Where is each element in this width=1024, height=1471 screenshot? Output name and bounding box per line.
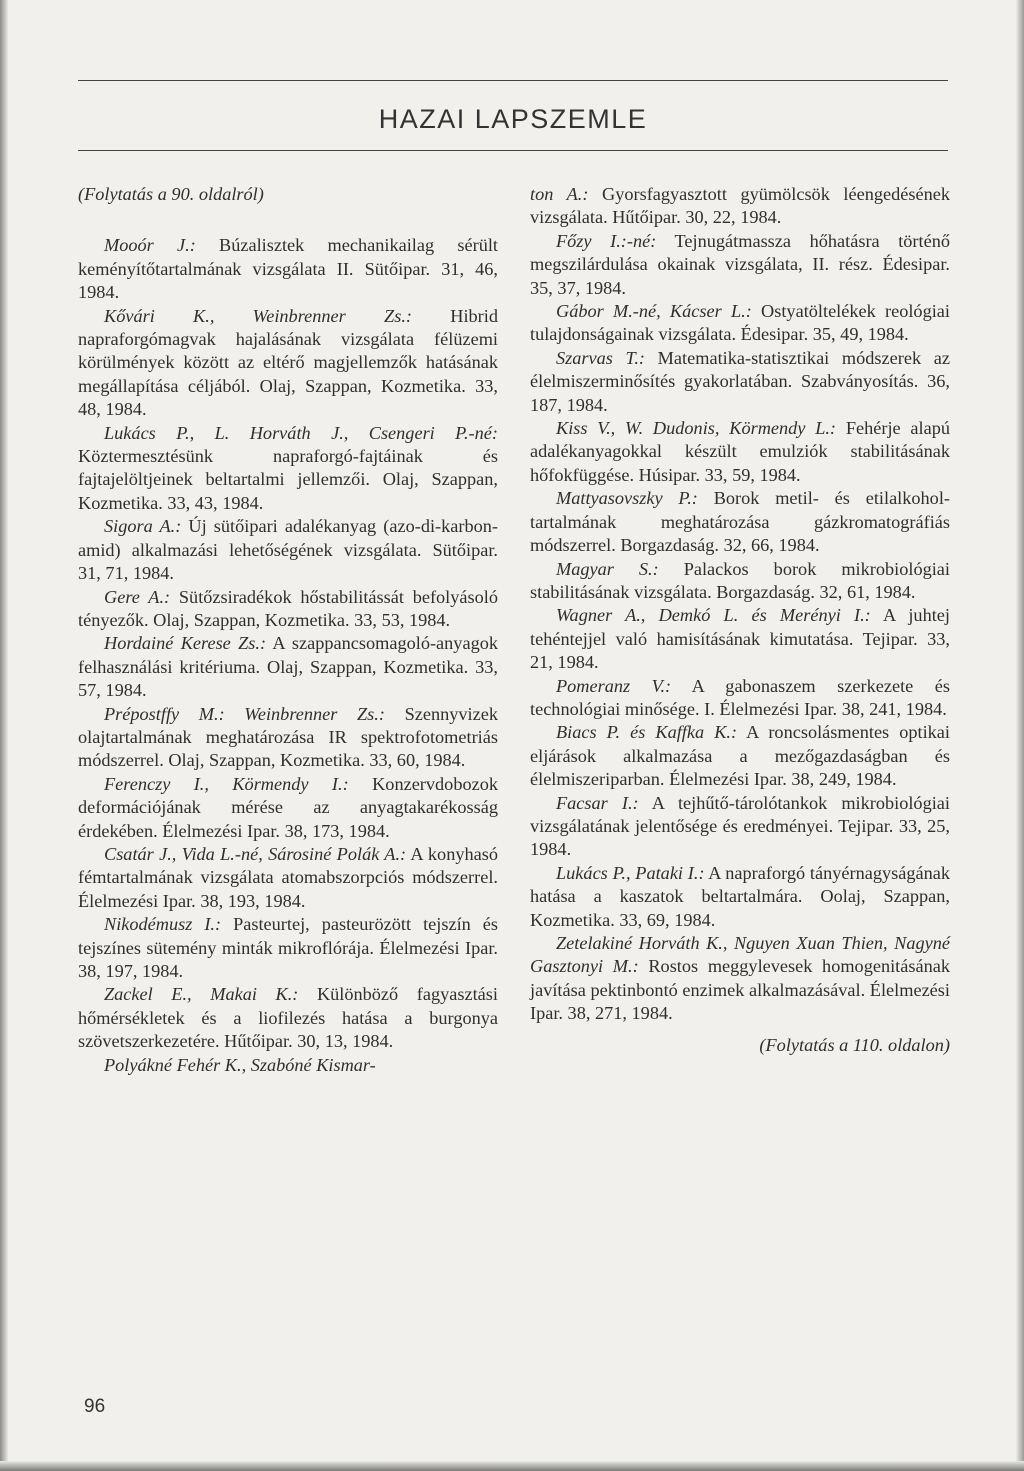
bibliography-entry [78, 843, 498, 913]
page-header: HAZAI LAPSZEMLE [378, 104, 648, 134]
entry-citation: A konyhasó fémtartalmának vizsgálata atomabszorpciós módszerrel. Élelmezési Ipar. 38, 193, 1984. [78, 843, 498, 911]
bibliography-entry [530, 417, 950, 487]
entry-authors: Polyákné Fehér K., Szabóné Kismar- [104, 1054, 376, 1075]
header-rule-bottom [78, 150, 948, 151]
entry-citation: Fehérje alapú adalékanyagokkal készült emulziók stabilitásának hőfokfüggése. Húsipar. 33, 59, 1984. [530, 418, 951, 485]
entry-authors: Prépostffy M.: Weinbrenner Zs.: [104, 703, 385, 724]
entry-citation: Sütőzsiradékok hőstabilitássát befolyásoló tényezők. Olaj, Szappan, Kozmetika. 33, 53, 1984. [78, 586, 498, 630]
bibliography-entry [78, 422, 498, 516]
bibliography-entry [530, 604, 950, 674]
entry-authors: Zackel E., Makai K.: [104, 984, 299, 1005]
bibliography-entry [530, 347, 950, 417]
page-number: 96 [84, 1396, 106, 1417]
entry-citation: Konzervdobozok deformációjának mérése az anyagtakarékosság érdekében. Élelmezési Ipar. 38, 173, 1984. [78, 773, 498, 841]
left-column [78, 183, 498, 1077]
bibliography-entry [78, 773, 498, 843]
entry-authors: Főzy I.:-né: [556, 230, 657, 251]
entry-authors: Mooór J.: [104, 235, 196, 256]
entry-authors: ton A.: [530, 184, 589, 204]
entry-authors: Pomeranz V.: [556, 675, 672, 696]
bibliography-entry [78, 703, 498, 773]
bibliography-entry [78, 913, 498, 983]
page-edge-left [0, 0, 8, 1471]
right-column [530, 183, 950, 1057]
continuation-note: (Folytatás a 110. oldalon) [759, 1034, 950, 1055]
entry-citation: Pasteurtej, pasteurözött tejszín és tejszínes sütemény minták mikroflórája. Élelmezési Ipar. 38, 197, 1984. [78, 914, 499, 981]
entry-citation: Köztermesztésünk napraforgó-fajtáinak és fajtajelöltjeinek beltartalmi jellemzői. Olaj, Szappan, Kozmetika. 33, 43, 1984. [78, 446, 498, 513]
entry-authors: Magyar S.: [556, 558, 659, 579]
continuation-note: (Folytatás a 90. oldalról) [78, 184, 264, 204]
bibliography-entry [530, 721, 950, 791]
bibliography-entry [78, 305, 498, 422]
entry-citation: Rostos meggylevesek homogenitásának javítása pektinbontó enzimek alkalmazásával. Élelmezési Ipar. 38, 271, 1984. [530, 956, 950, 1024]
entry-citation: A juhtej tehéntejjel való hamisításának kimutatása. Tejipar. 33, 21, 1984. [530, 605, 950, 673]
entry-authors: Biacs P. és Kaffka K.: [556, 722, 738, 743]
entry-citation: Különböző fagyasztási hőmérsékletek és a liofilezés hatása a burgonya szövetszerkezetére. Hűtőipar. 30, 13, 1984. [78, 984, 498, 1052]
page-edge-bottom [0, 1461, 1024, 1471]
entry-authors: Szarvas T.: [556, 347, 646, 368]
header-rule-top [78, 80, 948, 81]
bibliography-entry [530, 862, 950, 932]
bibliography-entry [530, 675, 950, 722]
bibliography-entry [78, 586, 498, 633]
entry-authors: Wagner A., Demkó L. és Merényi I.: [556, 605, 871, 626]
page-edge-right [1016, 0, 1024, 1471]
bibliography-entry [78, 515, 498, 585]
entry-authors: Zetelakiné Horváth K., Nguyen Xuan Thien, Nagyné Gasztonyi M.: [530, 933, 950, 977]
entry-citation: Új sütőipari adalékanyag (azo-di-karbon-amid) alkalmazási lehetőségének vizsgálata. Sütőipar. 31, 71, 1984. [78, 516, 498, 584]
entry-authors: Nikodémusz I.: [104, 914, 222, 935]
bibliography-entry [530, 487, 950, 557]
entry-citation: Palackos borok mikrobiológiai stabilitásának vizsgálata. Borgazdaság. 32, 61, 1984. [530, 558, 950, 602]
entry-authors: Lukács P., L. Horváth J., Csengeri P.-né: [104, 422, 498, 443]
entry-authors: Hordainé Kerese Zs.: [104, 633, 267, 654]
entry-authors: Kővári K., Weinbrenner Zs.: [104, 305, 412, 326]
bibliography-entry [78, 234, 498, 304]
bibliography-entry [530, 792, 950, 862]
entry-citation: Gyorsfagyasztott gyümölcsök léengedésének vizsgálata. Hűtőipar. 30, 22, 1984. [530, 184, 950, 228]
entry-authors: Kiss V., W. Dudonis, Körmendy L.: [556, 418, 837, 439]
entry-citation: Szennyvizek olajtartalmának meghatározása IR spektrofotometriás módszerrel. Olaj, Szappan, Kozmetika. 33, 60, 1984. [78, 703, 498, 771]
entry-citation: A tejhűtő-tárolótankok mikrobiológiai vizsgálatának jelentősége és eredményei. Tejipar. 33, 25, 1984. [530, 792, 950, 860]
entry-citation: Ostyatöltelékek reológiai tulajdonságainak vizsgálata. Édesipar. 35, 49, 1984. [530, 301, 950, 345]
entry-citation: Hibrid napraforgómagvak hajalásának vizsgálata félüzemi körülmények között az eltérő magjellemzők hatásának megállapítása céljából. Olaj, Szappan, Kozmetika. 33, 48, 1984. [78, 305, 498, 420]
right-entry-list [530, 183, 950, 1026]
entry-authors: Lukács P., Pataki I.: [556, 862, 705, 883]
bibliography-entry [78, 1054, 498, 1077]
entry-citation: A gabonaszem szerkezete és technológiai minősége. I. Élelmezési Ipar. 38, 241, 1984. [530, 675, 950, 719]
left-entry-list [78, 234, 498, 1077]
entry-authors: Mattyasovszky P.: [556, 488, 698, 509]
bibliography-entry [530, 183, 950, 230]
entry-authors: Ferenczy I., Körmendy I.: [104, 773, 349, 794]
entry-citation: A napraforgó tányérnagyságának hatása a kaszatok beltartalmára. Oolaj, Szappan, Kozmetika. 33, 69, 1984. [530, 862, 950, 930]
entry-citation: A roncsolásmentes optikai eljárások alkalmazása a mezőgazdaságban és élelmiszeriparban. Élelmezési Ipar. 38, 249, 1984. [530, 722, 950, 790]
entry-citation: Tejnugátmassza hőhatásra történő megszilárdulása okainak vizsgálata, II. rész. Édesipar. 35, 37, 1984. [530, 230, 950, 298]
bibliography-entry [78, 632, 498, 702]
entry-authors: Facsar I.: [556, 792, 639, 813]
entry-citation: Borok metil- és etilalkohol-tartalmának meghatározása gázkromatográfiás módszerrel. Borgazdaság. 32, 66, 1984. [530, 488, 950, 556]
entry-authors: Gábor M.-né, Kácser L.: [556, 301, 752, 322]
entry-authors: Gere A.: [104, 586, 171, 607]
bibliography-entry [530, 932, 950, 1026]
bibliography-entry [530, 558, 950, 605]
entry-citation: Búzalisztek mechanikailag sérült keményítőtartalmának vizsgálata II. Sütőipar. 31, 46, 1984. [78, 235, 498, 303]
entry-authors: Sigora A.: [104, 516, 182, 537]
bibliography-entry [78, 983, 498, 1053]
bibliography-entry [530, 300, 950, 347]
bibliography-entry [530, 230, 950, 300]
entry-citation: Matematika-statisztikai módszerek az élelmiszerminősítés gyakorlatában. Szabványosítás. 36, 187, 1984. [530, 347, 950, 415]
entry-citation: A szappancsomagoló-anyagok felhasználási kritériuma. Olaj, Szappan, Kozmetika. 33, 57, 1984. [78, 633, 498, 701]
entry-authors: Csatár J., Vida L.-né, Sárosiné Polák A.: [104, 843, 407, 864]
